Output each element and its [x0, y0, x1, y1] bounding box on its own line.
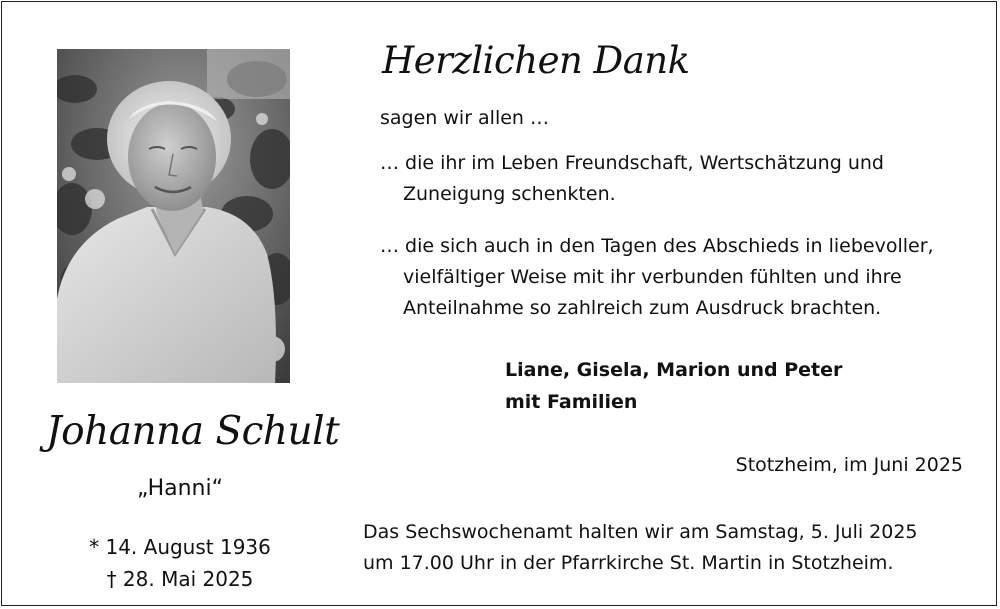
signer-line: mit Familien: [505, 391, 638, 413]
life-dates: [46, 531, 314, 595]
place-date: Stotzheim, im Juni 2025: [735, 454, 963, 476]
birth-date: * 14. August 1936: [89, 535, 271, 559]
deceased-nickname: „Hanni“: [136, 476, 224, 501]
thanks-intro-line: sagen wir allen …: [380, 107, 550, 129]
paragraph-2-line: Anteilnahme so zahlreich zum Ausdruck brachten.: [403, 297, 882, 319]
thanks-intro: [380, 103, 549, 134]
thanks-paragraph-1: [380, 148, 884, 210]
portrait-photo: [57, 49, 290, 383]
obituary-card: [1, 1, 997, 606]
thanks-paragraph-2: [380, 231, 934, 324]
paragraph-1-line: … die ihr im Leben Freundschaft, Wertschätzung und: [380, 152, 884, 174]
signers: [505, 354, 842, 418]
death-date: † 28. Mai 2025: [106, 567, 254, 591]
thanks-heading: Herzlichen Dank: [382, 39, 690, 82]
service-notice: [363, 517, 918, 579]
deceased-name: Johanna Schult: [46, 409, 340, 454]
signer-line: Liane, Gisela, Marion und Peter: [505, 359, 843, 381]
service-line: um 17.00 Uhr in der Pfarrkirche St. Martin in Stotzheim.: [363, 552, 894, 574]
service-line: Das Sechswochenamt halten wir am Samstag, 5. Juli 2025: [363, 521, 918, 543]
paragraph-2-line: vielfältiger Weise mit ihr verbunden fühlten und ihre: [403, 266, 902, 288]
paragraph-2-line: … die sich auch in den Tagen des Abschieds in liebevoller,: [380, 235, 934, 257]
paragraph-1-line: Zuneigung schenkten.: [403, 183, 616, 205]
